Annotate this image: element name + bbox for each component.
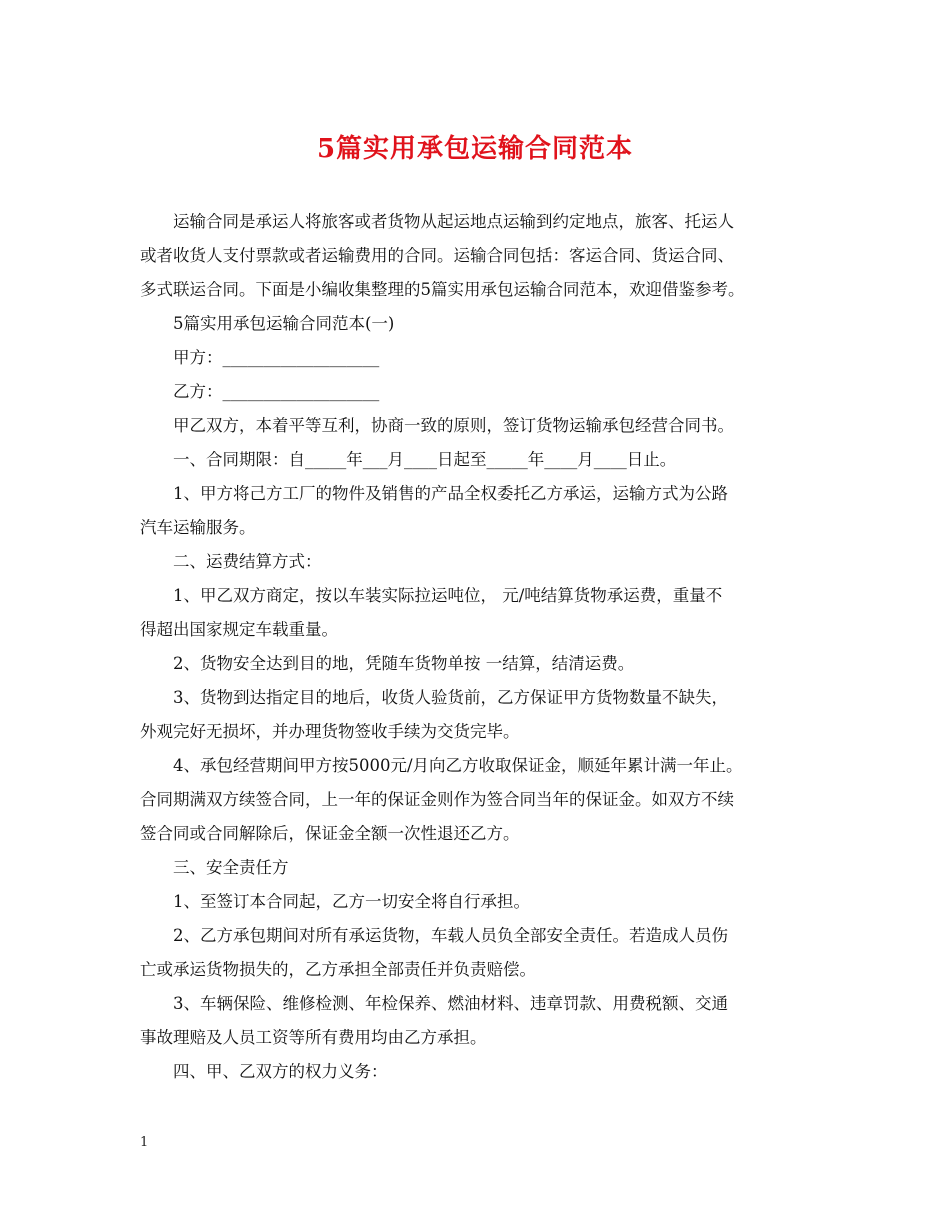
- clause-line: 得超出国家规定车载重量。: [140, 620, 338, 639]
- clause-line: 3、货物到达指定目的地后，收货人验货前，乙方保证甲方货物数量不缺失，: [173, 688, 728, 707]
- clause-paragraph: [140, 987, 820, 1055]
- page-number: 1: [140, 1135, 149, 1150]
- intro-line: 或者收货人支付票款或者运输费用的合同。运输合同包括：客运合同、货运合同、: [140, 246, 734, 265]
- clause-paragraph: 2、货物安全达到目的地，凭随车货物单按 一结算，结清运费。: [173, 654, 635, 673]
- rights-heading: 四、甲、乙双方的权力义务：: [173, 1062, 388, 1081]
- section-heading: 5篇实用承包运输合同范本(一): [173, 314, 395, 333]
- clause-line: 2、乙方承包期间对所有承运货物，车载人员负全部安全责任。若造成人员伤: [173, 926, 728, 945]
- clause-line: 外观完好无损坏，并办理货物签收手续为交货完毕。: [140, 722, 520, 741]
- clause-paragraph: [140, 579, 820, 647]
- intro-line: 多式联运合同。下面是小编收集整理的5篇实用承包运输合同范本，欢迎借鉴参考。: [140, 280, 745, 299]
- clause-paragraph: [140, 681, 820, 749]
- clause-line: 4、承包经营期间甲方按5000元/月向乙方收取保证金，顺延年累计满一年止。: [173, 756, 743, 775]
- clause-paragraph: [140, 749, 820, 851]
- clause-line: 亡或承运货物损失的，乙方承担全部责任并负责赔偿。: [140, 960, 536, 979]
- document-body: [140, 205, 820, 1089]
- clause-line: 1、甲乙双方商定，按以车装实际拉运吨位， 元/吨结算货物承运费，重量不: [173, 586, 723, 605]
- document-title: 5篇实用承包运输合同范本: [316, 134, 634, 164]
- clause-paragraph: [140, 477, 820, 545]
- party-b-line: 乙方：___________________: [173, 382, 380, 401]
- clause-line: 合同期满双方续签合同，上一年的保证金则作为签合同当年的保证金。如双方不续: [140, 790, 734, 809]
- intro-paragraph: [140, 205, 820, 307]
- safety-heading: 三、安全责任方: [173, 858, 289, 877]
- settlement-heading: 二、运费结算方式：: [173, 552, 322, 571]
- clause-line: 1、甲方将己方工厂的物件及销售的产品全权委托乙方承运，运输方式为公路: [173, 484, 728, 503]
- clause-paragraph: 1、至签订本合同起，乙方一切安全将自行承担。: [173, 892, 530, 911]
- clause-paragraph: [140, 919, 820, 987]
- intro-line: 运输合同是承运人将旅客或者货物从起运地点运输到约定地点，旅客、托运人: [173, 212, 734, 231]
- party-a-line: 甲方：___________________: [173, 348, 380, 367]
- clause-line: 3、车辆保险、维修检测、年检保养、燃油材料、违章罚款、用费税额、交通: [173, 994, 728, 1013]
- clause-line: 汽车运输服务。: [140, 518, 256, 537]
- contract-term: 一、合同期限：自_____年___月____日起至_____年____月____日止。: [173, 450, 677, 469]
- principle-paragraph: 甲乙双方，本着平等互利，协商一致的原则，签订货物运输承包经营合同书。: [173, 416, 734, 435]
- clause-line: 事故理赔及人员工资等所有费用均由乙方承担。: [140, 1028, 487, 1047]
- clause-line: 签合同或合同解除后，保证金全额一次性退还乙方。: [140, 824, 520, 843]
